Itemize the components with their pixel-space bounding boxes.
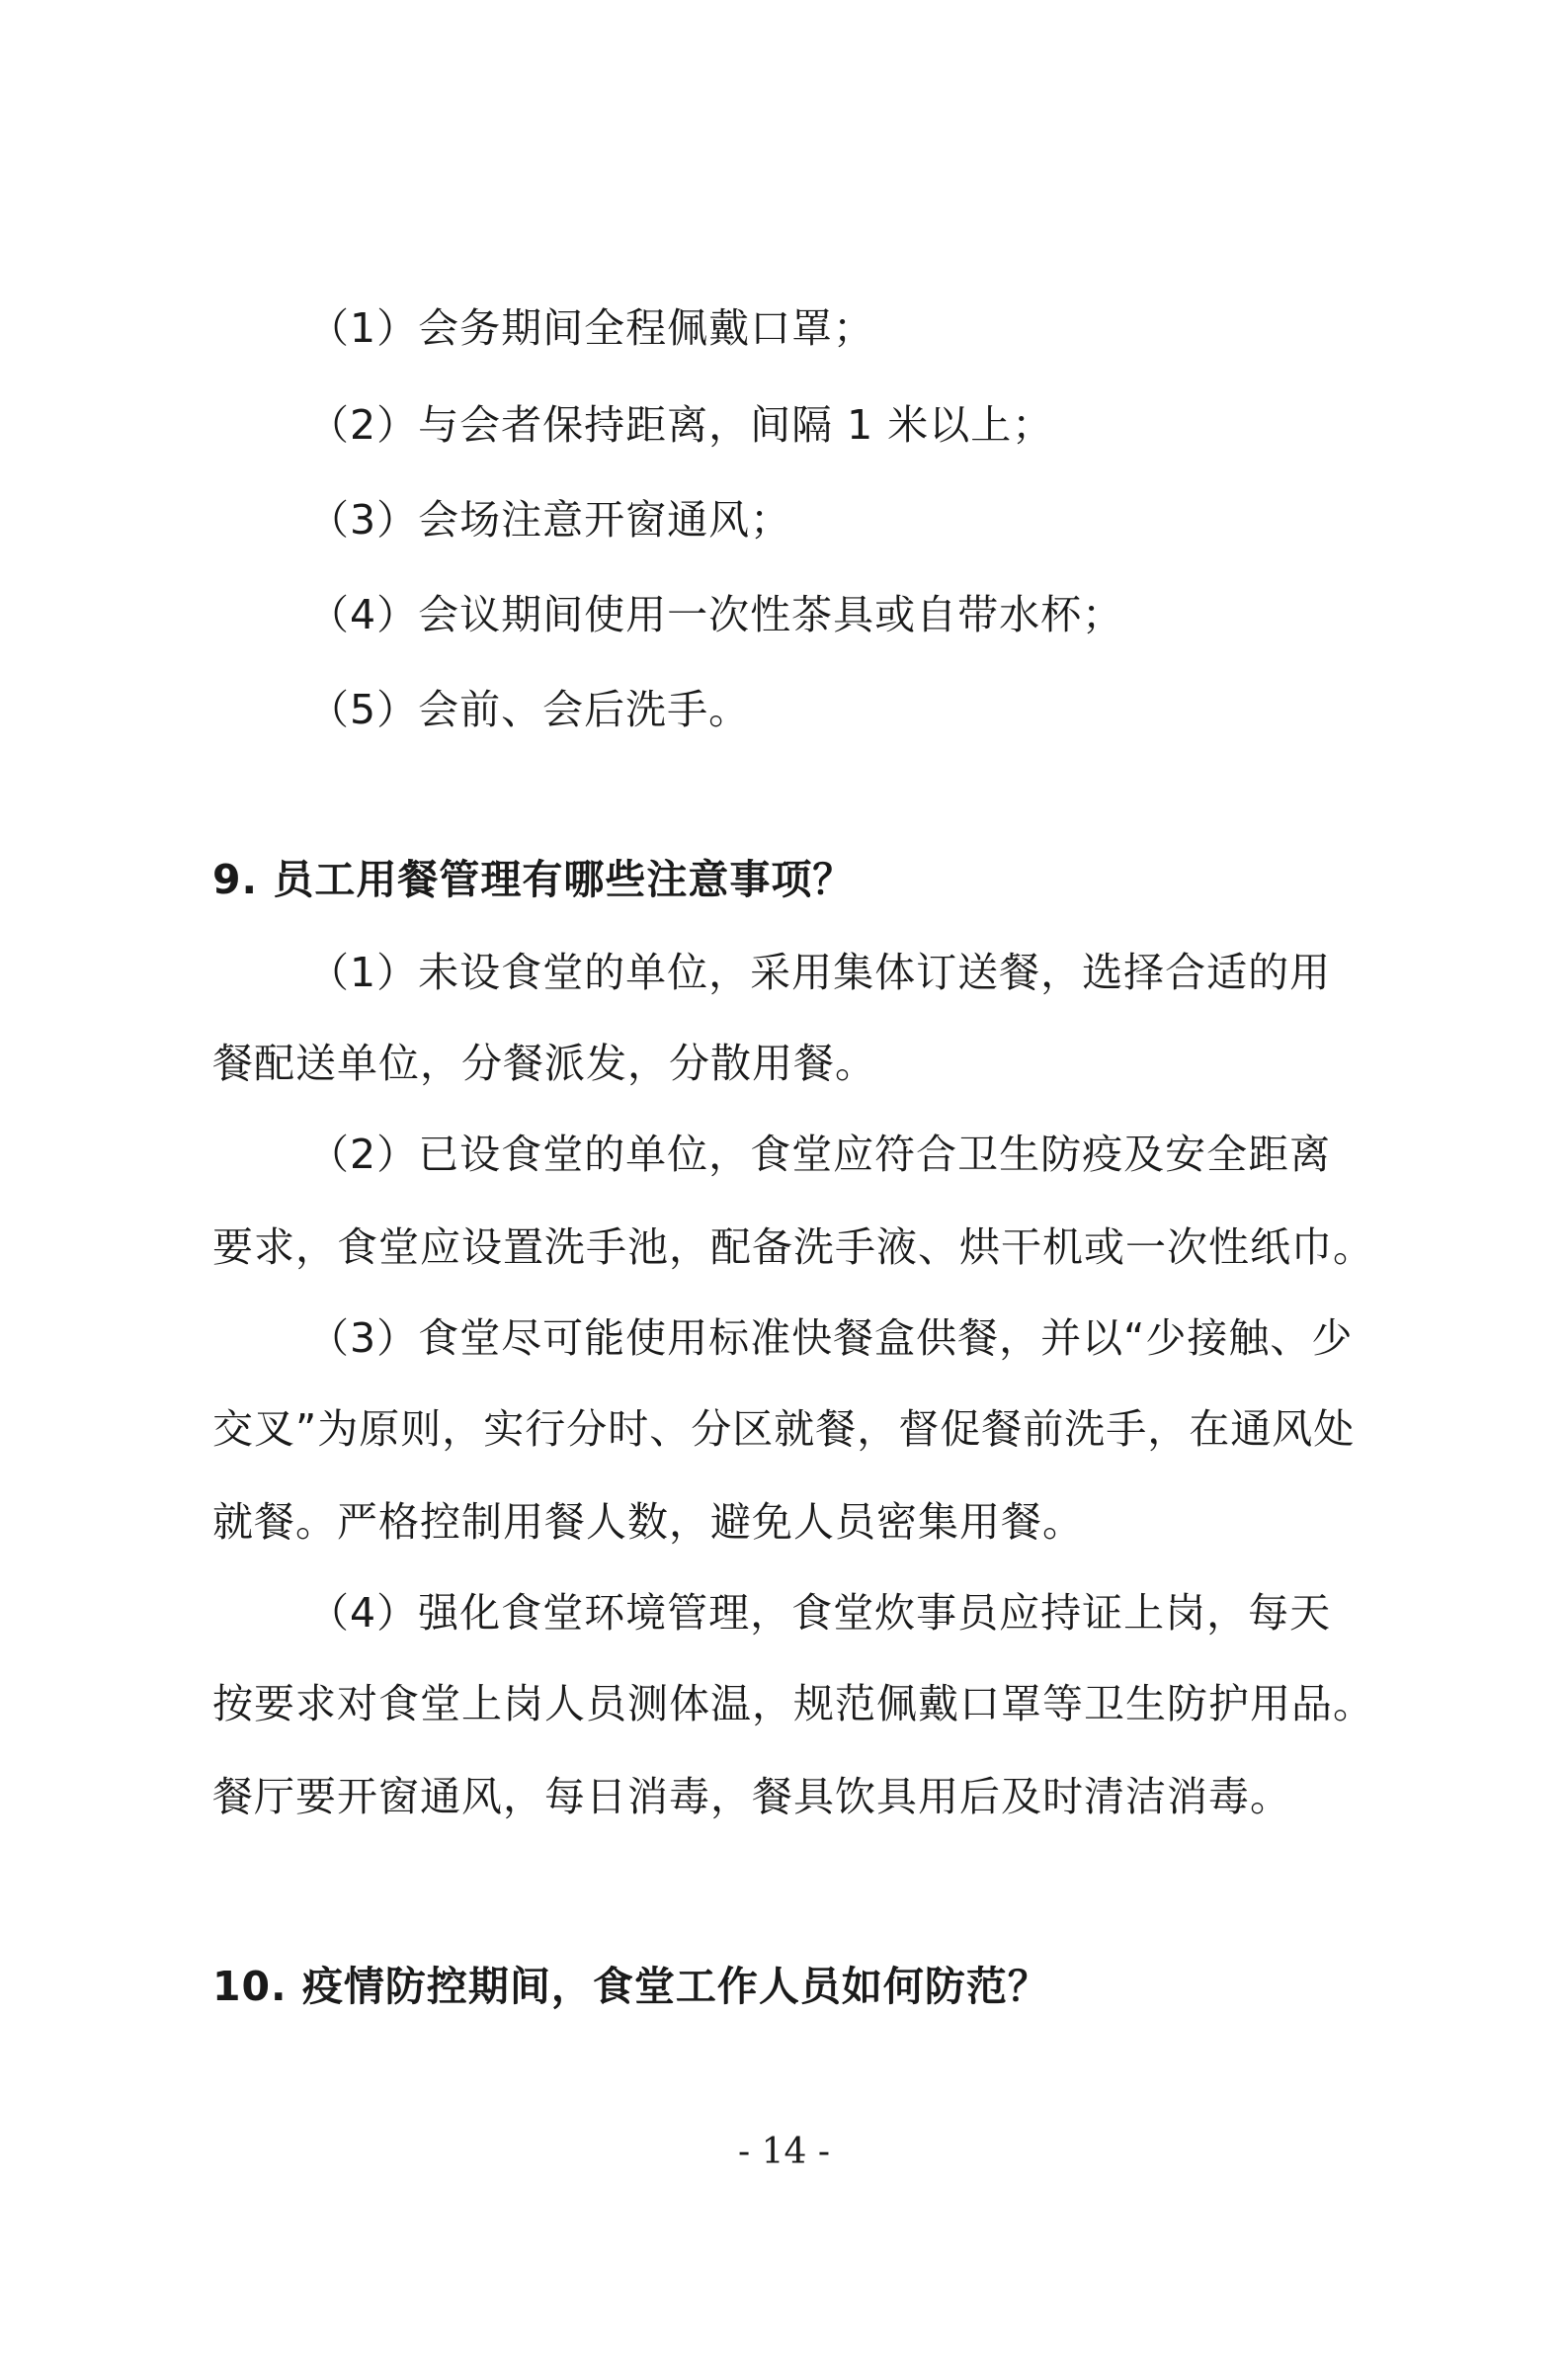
paragraph-line: （2）已设食堂的单位，食堂应符合卫生防疫及安全距离 [308, 1131, 1332, 1178]
paragraph-line: 交叉”为原则，实行分时、分区就餐，督促餐前洗手，在通风处 [212, 1405, 1356, 1453]
paragraph-line: （3）食堂尽可能使用标准快餐盒供餐，并以“少接触、少 [308, 1314, 1354, 1362]
page-number: - 14 - [737, 2132, 831, 2172]
paragraph-line: 按要求对食堂上岗人员测体温，规范佩戴口罩等卫生防护用品。 [212, 1680, 1374, 1727]
paragraph-line: （1）未设食堂的单位，采用集体订送餐，选择合适的用 [308, 949, 1332, 996]
paragraph-line: 餐配送单位，分餐派发，分散用餐。 [212, 1040, 876, 1087]
paragraph-line: 就餐。严格控制用餐人数，避免人员密集用餐。 [212, 1498, 1084, 1546]
list-item: （4）会议期间使用一次性茶具或自带水杯； [308, 591, 1124, 638]
section-heading: 9. 员工用餐管理有哪些注意事项？ [212, 856, 855, 903]
list-item: （5）会前、会后洗手。 [308, 686, 751, 733]
list-item: （2）与会者保持距离，间隔 1 米以上； [308, 401, 1054, 449]
paragraph-line: （4）强化食堂环境管理，食堂炊事员应持证上岗，每天 [308, 1589, 1332, 1637]
list-item: （3）会场注意开窗通风； [308, 496, 792, 544]
paragraph-line: 餐厅要开窗通风，每日消毒，餐具饮具用后及时清洁消毒。 [212, 1773, 1291, 1820]
paragraph-line: 要求，食堂应设置洗手池，配备洗手液、烘干机或一次性纸巾。 [212, 1223, 1374, 1271]
section-heading: 10. 疫情防控期间，食堂工作人员如何防范？ [212, 1963, 1049, 2010]
list-item: （1）会务期间全程佩戴口罩； [308, 304, 875, 352]
